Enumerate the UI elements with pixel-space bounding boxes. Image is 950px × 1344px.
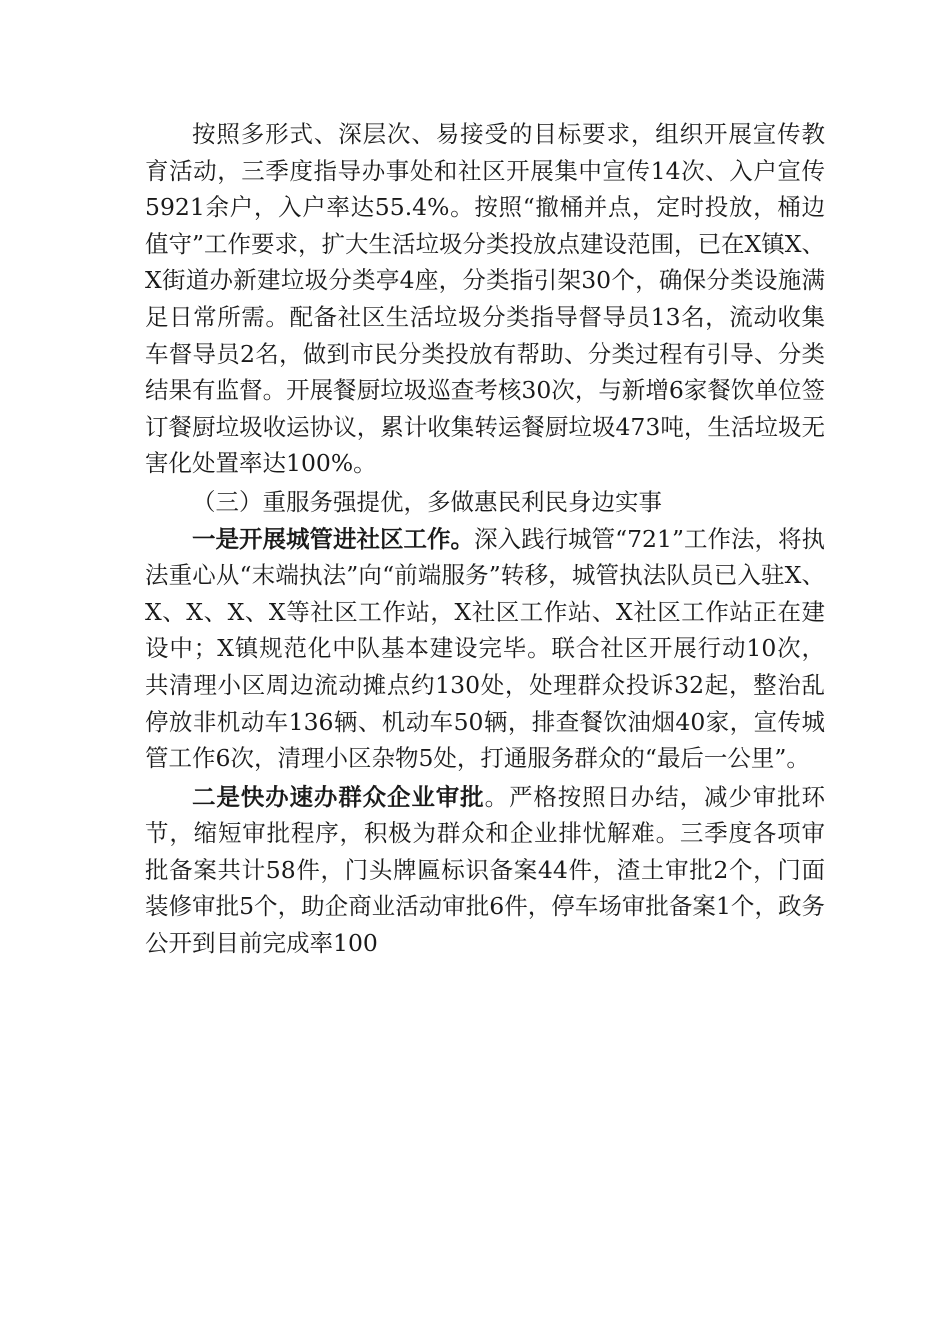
section-heading: （三）重服务强提优，多做惠民利民身边实事 bbox=[192, 487, 662, 516]
paragraph-body-approvals: 。严格按照日办结，减少审批环节，缩短审批程序，积极为群众和企业排忧解难。三季度各项审批备案共计58件，门头牌匾标识备案44件，渣土审批2个，门面装修审批5个，助企商业活动审批6件，停车场审批备案1个，政务公开到目前完成率100 bbox=[145, 782, 826, 958]
paragraph-body-community: 深入践行城管“721”工作法，将执法重心从“末端执法”向“前端服务”转移，城管执法队员已入驻X、X、X、X、X等社区工作站，X社区工作站、X社区工作站正在建设中；X镇规范化中队基本建设完毕。联合社区开展行动10次，共清理小区周边流动摊点约130处，处理群众投诉32起，整治乱停放非机动车136辆、机动车50辆，排查餐饮油烟40家，宣传城管工作6次，清理小区杂物5处，打通服务群众的“最后一公里”。 bbox=[145, 524, 825, 773]
paragraph-approvals bbox=[145, 779, 825, 962]
paragraph-lead-approvals: 二是快办速办群众企业审批 bbox=[192, 782, 485, 811]
paragraph-community-enforcement bbox=[145, 521, 825, 777]
paragraph-lead-community: 一是开展城管进社区工作。 bbox=[192, 524, 475, 553]
document-page bbox=[145, 116, 825, 962]
paragraph-waste-sorting: 按照多形式、深层次、易接受的目标要求，组织开展宣传教育活动，三季度指导办事处和社区开展集中宣传14次、入户宣传5921余户，入户率达55.4%。按照“撤桶并点，定时投放，桶边值守”工作要求，扩大生活垃圾分类投放点建设范围，已在X镇X、X街道办新建垃圾分类亭4座，分类指引架30个，确保分类设施满足日常所需。配备社区生活垃圾分类指导督导员13名，流动收集车督导员2名，做到市民分类投放有帮助、分类过程有引导、分类结果有监督。开展餐厨垃圾巡查考核30次，与新增6家餐饮单位签订餐厨垃圾收运协议，累计收集转运餐厨垃圾473吨，生活垃圾无害化处置率达100%。 bbox=[145, 120, 825, 478]
